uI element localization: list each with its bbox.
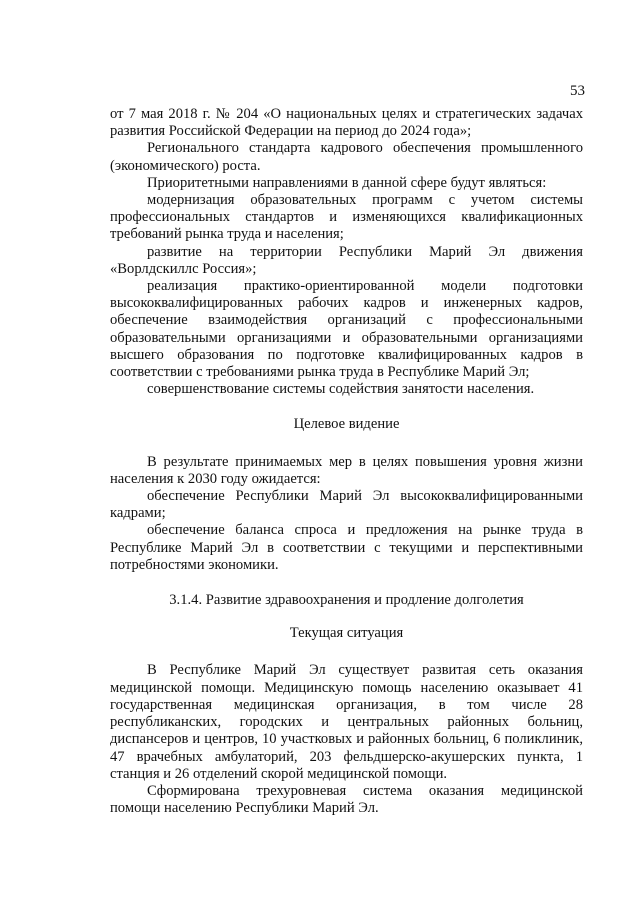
paragraph: В результате принимаемых мер в целях повышения уровня жизни населения к 2030 году ожидается: [110, 453, 583, 487]
paragraph: от 7 мая 2018 г. № 204 «О национальных целях и стратегических задачах развития Российской Федерации на период до 2024 года»; [110, 106, 583, 140]
list-item: развитие на территории Республики Марий Эл движения «Ворлдскиллс Россия»; [110, 243, 583, 277]
list-item: модернизация образовательных программ с учетом системы профессиональных стандартов и изменяющихся квалификационных требований рынка труда и населения; [110, 192, 583, 243]
list-item: реализация практико-ориентированной модели подготовки высококвалифицированных рабочих кадров и инженерных кадров, обеспечение взаимодействия организаций с профессиональными образовательными организациями и образовательными организациями высшего образования по подготовке квалифицированных кадров в соответствии с требованиями рынка труда в Республике Марий Эл; [110, 278, 583, 381]
paragraph: Регионального стандарта кадрового обеспечения промышленного (экономического) роста. [110, 140, 583, 174]
list-item: обеспечение Республики Марий Эл высококвалифицированными кадрами; [110, 488, 583, 522]
list-item: совершенствование системы содействия занятости населения. [147, 381, 535, 398]
list-item: обеспечение баланса спроса и предложения на рынке труда в Республике Марий Эл в соответствии с текущими и перспективными потребностями экономики. [110, 522, 583, 573]
page-number: 53 [570, 83, 585, 99]
paragraph: Приоритетными направлениями в данной сфере будут являться: [147, 174, 547, 191]
section-heading: 3.1.4. Развитие здравоохранения и продление долголетия [169, 592, 524, 609]
subheading-target-vision: Целевое видение [293, 416, 400, 433]
paragraph: В Республике Марий Эл существует развитая сеть оказания медицинской помощи. Медицинскую помощь населению оказывает 41 государственная медицинская организация, в том числе 28 республиканских, городских и центральных районных больниц, диспансеров и центров, 10 участковых и районных больниц, 6 поликлиник, 47 врачебных амбулаторий, 203 фельдшерско-акушерских пункта, 1 станция и 26 отделений скорой медицинской помощи. [110, 662, 583, 782]
paragraph: Сформирована трехуровневая система оказания медицинской помощи населению Республики Марий Эл. [110, 782, 583, 817]
subheading-current-situation: Текущая ситуация [289, 625, 404, 642]
page-content [110, 106, 583, 817]
